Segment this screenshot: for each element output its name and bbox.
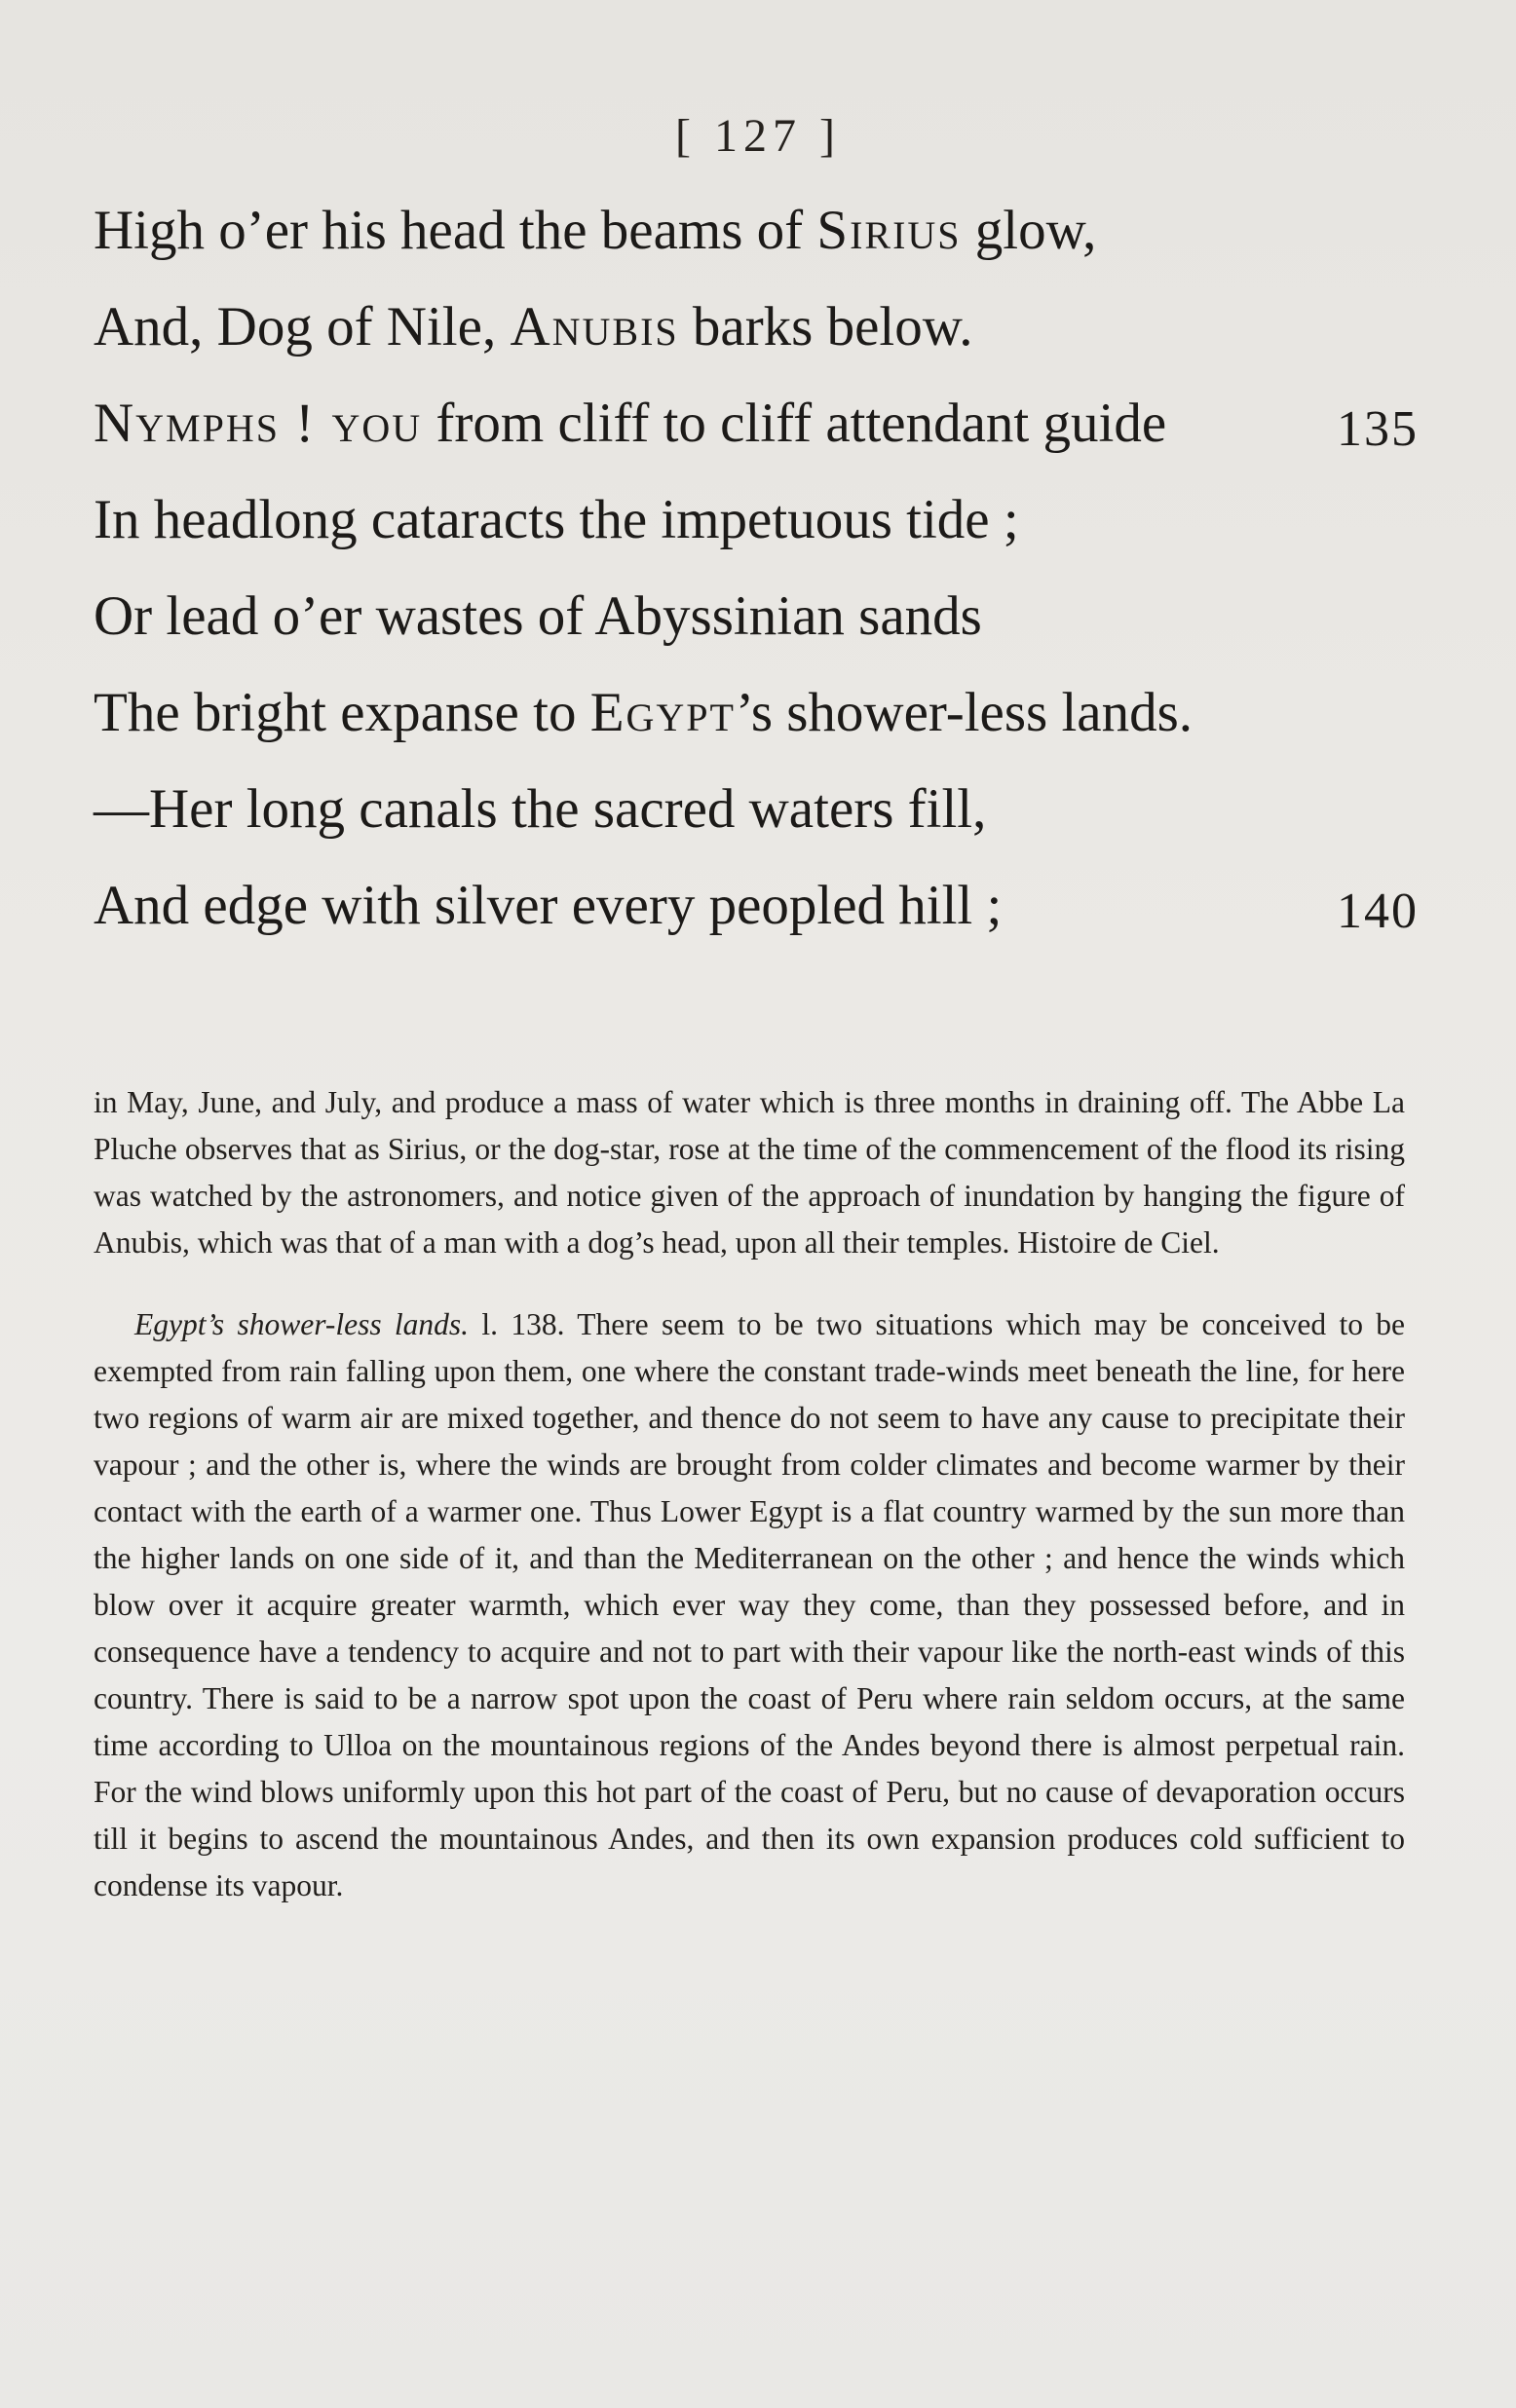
page-number: [ 127 ] — [675, 110, 841, 162]
footnote-heading: Egypt’s shower-less lands. — [134, 1307, 470, 1341]
verse-text: And edge with silver every peopled hill ; — [94, 875, 1003, 936]
footnote-egypt — [94, 1301, 1405, 1909]
verse-text: from cliff to cliff attendant guide — [422, 393, 1167, 454]
verse-block — [94, 193, 1419, 964]
footnotes — [94, 1079, 1405, 1909]
verse-text: The bright expanse to — [94, 682, 590, 743]
verse-text: And, Dog of Nile, — [94, 296, 511, 357]
verse-small-caps: Sirius — [816, 200, 962, 261]
verse-small-caps: Egypt — [589, 682, 736, 743]
verse-text: In headlong cataracts the impetuous tide ; — [94, 489, 1019, 550]
verse-text: —Her long canals the sacred waters fill, — [94, 778, 987, 840]
verse-line — [94, 675, 1419, 771]
verse-line-text — [94, 193, 1096, 269]
verse-line — [94, 193, 1419, 289]
verse-line — [94, 868, 1419, 964]
verse-line-text — [94, 579, 982, 655]
footnote-body: There seem to be two situations which may be conceived to be exempted from rain falling upon them, one where the constant trade-winds meet beneath the line, for here two regions of warm air are mixed together, and thence do not seem to have any cause to precipitate their vapour ; and the other is, where the winds are brought from colder climates and become warmer by their contact with the earth of a warmer one. Thus Lower Egypt is a flat country warmed by the sun more than the higher lands on one side of it, and than the Mediterranean on the other ; and hence the winds which blow over it acquire greater warmth, which ever way they come, than they possessed before, and in consequence have a tendency to acquire and not to part with their vapour like the north-east winds of this country. There is said to be a narrow spot upon the coast of Peru where rain seldom occurs, at the same time according to Ulloa on the mountainous regions of the Andes beyond there is almost perpetual rain. For the wind blows uniformly upon this hot part of the coast of Peru, but no cause of devaporation occurs till it begins to ascend the mountainous Andes, and then its own expansion produces cold sufficient to condense its vapour. — [94, 1307, 1406, 1902]
verse-text: Or lead o’er wastes of Abyssinian sands — [94, 585, 982, 647]
line-number: 140 — [1337, 884, 1419, 939]
verse-line-text — [94, 289, 972, 365]
verse-text: High o’er his head the beams of — [94, 200, 817, 261]
line-number: 135 — [1337, 401, 1419, 457]
verse-small-caps: Anubis — [510, 296, 679, 357]
verse-line-text — [94, 771, 986, 847]
verse-line-text — [94, 868, 1002, 944]
verse-text: barks below. — [678, 296, 973, 357]
verse-small-caps: Nymphs ! you — [94, 393, 423, 454]
verse-line-text — [94, 386, 1166, 462]
verse-line-text — [94, 675, 1193, 751]
verse-line — [94, 579, 1419, 675]
verse-line — [94, 771, 1419, 868]
verse-text: glow, — [961, 200, 1097, 261]
verse-line-text — [94, 482, 1019, 558]
verse-line — [94, 482, 1419, 579]
footnote-continuation: in May, June, and July, and produce a mass of water which is three months in draining off. The Abbe La Pluche observes that as Sirius, or the dog-star, rose at the time of the commencement of the flood its rising was watched by the astronomers, and notice given of the approach of inundation by hanging the figure of Anubis, which was that of a man with a dog’s head, upon all their temples. Histoire de Ciel. — [94, 1085, 1405, 1260]
verse-line — [94, 289, 1419, 386]
footnote-line-reference: l. 138. — [469, 1307, 578, 1341]
verse-line — [94, 386, 1419, 482]
verse-text: ’s shower-less lands. — [735, 682, 1194, 743]
